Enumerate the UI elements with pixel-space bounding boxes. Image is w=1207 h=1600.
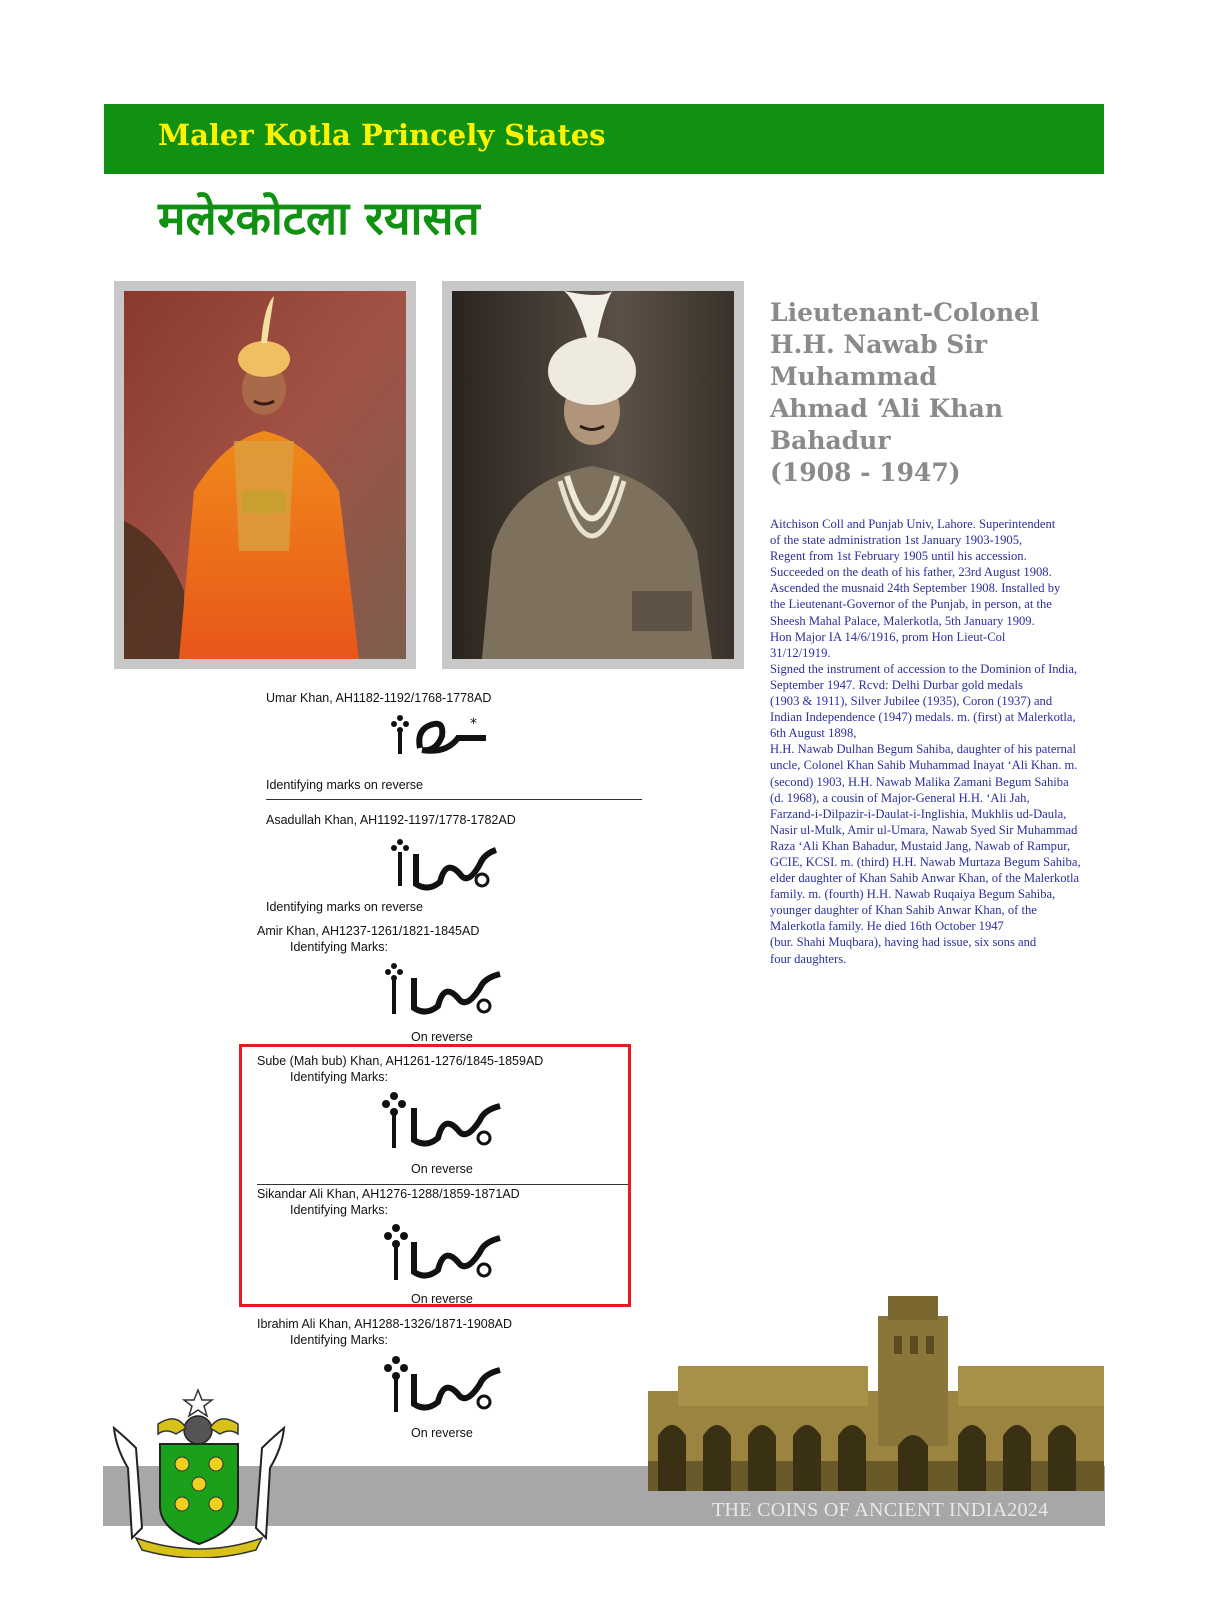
ruler-name-line: Lieutenant-Colonel (770, 298, 1040, 327)
divider (266, 799, 642, 800)
bio-line: Raza ‘Ali Khan Bahadur, Mustaid Jang, Nawab of Rampur, (770, 838, 1071, 853)
ruler-name-line: (1908 - 1947) (770, 458, 961, 487)
divider (257, 1184, 628, 1185)
bio-line: Malerkotla family. He died 16th October 1947 (770, 919, 1004, 934)
footer-text: THE COINS OF ANCIENT INDIA2024 (712, 1499, 1049, 1521)
palace-image (648, 1296, 1104, 1491)
identifying-mark-icon (380, 1088, 506, 1154)
bio-line: Farzand-i-Dilpazir-i-Daulat-i-Inglishia, Mukhlis ud-Daula, (770, 806, 1067, 821)
banner-title: Maler Kotla Princely States (158, 118, 606, 152)
coin-ruler-label: Umar Khan, AH1182-1192/1768-1778AD (266, 691, 492, 705)
ruler-name-line: Bahadur (770, 426, 891, 455)
bio-line: 31/12/1919. (770, 645, 831, 660)
bio-line: Sheesh Mahal Palace, Malerkotla, 5th January 1909. (770, 613, 1035, 628)
painted-portrait-image (124, 291, 406, 659)
bio-line: 6th August 1898, (770, 726, 857, 741)
photo-portrait-image (452, 291, 734, 659)
coat-of-arms-emblem (106, 1388, 292, 1558)
coin-caption: On reverse (411, 1030, 473, 1044)
bio-line: H.H. Nawab Dulhan Begum Sahiba, daughter of his paternal (770, 742, 1077, 757)
photo-portrait-frame (442, 281, 744, 669)
ruler-name-heading (770, 297, 1100, 489)
identifying-mark-icon (382, 1220, 506, 1286)
coin-subheading: Identifying Marks: (290, 1203, 388, 1217)
bio-line: Succeeded on the death of his father, 23rd August 1908. (770, 565, 1052, 580)
bio-line: (bur. Shahi Muqbara), having had issue, six sons and (770, 935, 1037, 950)
bio-line: the Lieutenant-Governor of the Punjab, in person, at the (770, 597, 1052, 612)
bio-line: four daughters. (770, 951, 847, 966)
bio-line: uncle, Colonel Khan Sahib Muhammad Inayat ‘Ali Khan. m. (770, 758, 1078, 773)
coin-subheading: Identifying Marks: (290, 940, 388, 954)
hindi-title: मलेरकोटला रयासत (158, 191, 480, 245)
bio-line: Regent from 1st February 1905 until his accession. (770, 549, 1027, 564)
ruler-name-line: Muhammad (770, 362, 937, 391)
bio-line: Indian Independence (1947) medals. m. (first) at Malerkotla, (770, 710, 1076, 725)
coin-subheading: Identifying Marks: (290, 1070, 388, 1084)
svg-text:*: * (470, 716, 477, 732)
bio-line: Nasir ul-Mulk, Amir ul-Umara, Nawab Syed Sir Muhammad (770, 822, 1078, 837)
painted-portrait-frame (114, 281, 416, 669)
bio-line: family. m. (fourth) H.H. Nawab Ruqaiya Begum Sahiba, (770, 887, 1056, 902)
bio-line: GCIE, KCSI. m. (third) H.H. Nawab Murtaza Begum Sahiba, (770, 854, 1081, 869)
coin-caption: On reverse (411, 1426, 473, 1440)
bio-line: Aitchison Coll and Punjab Univ, Lahore. Superintendent (770, 517, 1056, 531)
ruler-name-line: H.H. Nawab Sir (770, 330, 988, 359)
coin-ruler-label: Amir Khan, AH1237-1261/1821-1845AD (257, 924, 480, 938)
bio-line: elder daughter of Khan Sahib Anwar Khan, of the Malerkotla (770, 871, 1080, 886)
bio-line: (1903 & 1911), Silver Jubilee (1935), Coron (1937) and (770, 694, 1053, 709)
bio-line: Ascended the musnaid 24th September 1908. Installed by (770, 581, 1061, 596)
coin-ruler-label: Sube (Mah bub) Khan, AH1261-1276/1845-1859AD (257, 1054, 544, 1068)
coin-ruler-label: Sikandar Ali Khan, AH1276-1288/1859-1871AD (257, 1187, 520, 1201)
title-banner (104, 104, 1104, 174)
coin-caption: On reverse (411, 1292, 473, 1306)
coin-caption: On reverse (411, 1162, 473, 1176)
bio-line: younger daughter of Khan Sahib Anwar Khan, of the (770, 903, 1037, 918)
bio-line: (second) 1903, H.H. Nawab Malika Zamani Begum Sahiba (770, 774, 1069, 789)
bio-line: Signed the instrument of accession to the Dominion of India, (770, 661, 1078, 676)
bio-line: September 1947. Rcvd: Delhi Durbar gold medals (770, 677, 1023, 692)
coin-ruler-label: Ibrahim Ali Khan, AH1288-1326/1871-1908AD (257, 1317, 513, 1331)
coin-caption: Identifying marks on reverse (266, 900, 424, 914)
identifying-mark-icon (380, 958, 506, 1022)
ruler-name-line: Ahmad ‘Ali Khan (770, 394, 1004, 423)
bio-line: of the state administration 1st January 1903-1905, (770, 533, 1023, 548)
identifying-mark-icon (388, 834, 500, 898)
bio-line: (d. 1968), a cousin of Major-General H.H. ‘Ali Jah, (770, 790, 1030, 805)
coin-subheading: Identifying Marks: (290, 1333, 388, 1347)
identifying-mark-icon (386, 708, 500, 766)
bio-line: Hon Major IA 14/6/1916, prom Hon Lieut-Col (770, 629, 1006, 644)
ruler-biography (770, 516, 1124, 967)
identifying-mark-icon (382, 1352, 506, 1418)
coin-ruler-label: Asadullah Khan, AH1192-1197/1778-1782AD (266, 813, 516, 827)
coin-caption: Identifying marks on reverse (266, 778, 424, 792)
